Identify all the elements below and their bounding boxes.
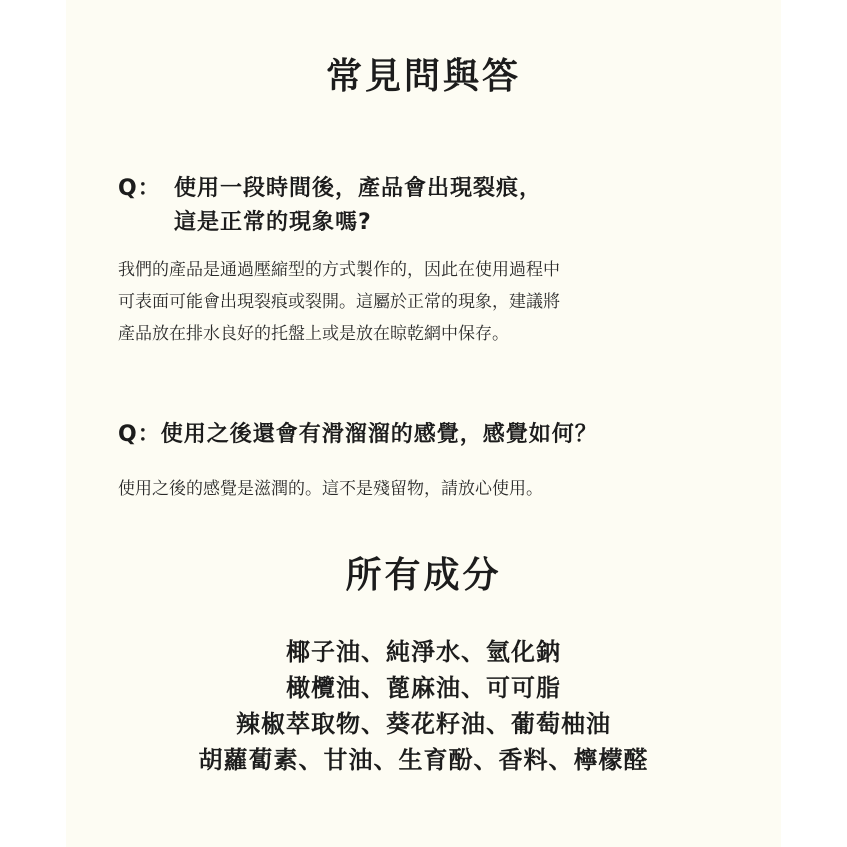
faq-question-2 xyxy=(118,418,598,452)
answer-1-line-3: 產品放在排水良好的托盤上或是放在晾乾網中保存。 xyxy=(118,324,509,344)
faq-answer-1 xyxy=(118,254,560,350)
question-1-line-1: 使用一段時間後，產品會出現裂痕， xyxy=(174,176,543,201)
question-2-line-1: 使用之後還會有滑溜溜的感覺，感覺如何？ xyxy=(160,422,598,447)
ingredients-line-4: 胡蘿蔔素、甘油、生育酚、香料、檸檬醛 xyxy=(198,746,649,774)
question-prefix: Q： xyxy=(118,176,161,201)
ingredients-line-1: 椰子油、純淨水、氫化鈉 xyxy=(286,638,561,666)
answer-1-line-2: 可表面可能會出現裂痕或裂開。這屬於正常的現象，建議將 xyxy=(118,292,560,312)
faq-question-1 xyxy=(118,172,542,240)
ingredients-line-2: 橄欖油、蓖麻油、可可脂 xyxy=(286,674,561,702)
answer-2-line-1: 使用之後的感覺是滋潤的。這不是殘留物，請放心使用。 xyxy=(118,479,543,499)
ingredients-line-3: 辣椒萃取物、葵花籽油、葡萄柚油 xyxy=(236,710,611,738)
answer-1-line-1: 我們的產品是通過壓縮型的方式製作的，因此在使用過程中 xyxy=(118,260,560,280)
faq-answer-2 xyxy=(118,473,543,505)
ingredients-list xyxy=(0,634,847,778)
faq-title: 常見問與答 xyxy=(325,56,521,97)
question-1-line-2: 這是正常的現象嗎? xyxy=(174,210,372,235)
ingredients-title: 所有成分 xyxy=(345,555,502,596)
question-prefix: Q： xyxy=(118,422,161,447)
